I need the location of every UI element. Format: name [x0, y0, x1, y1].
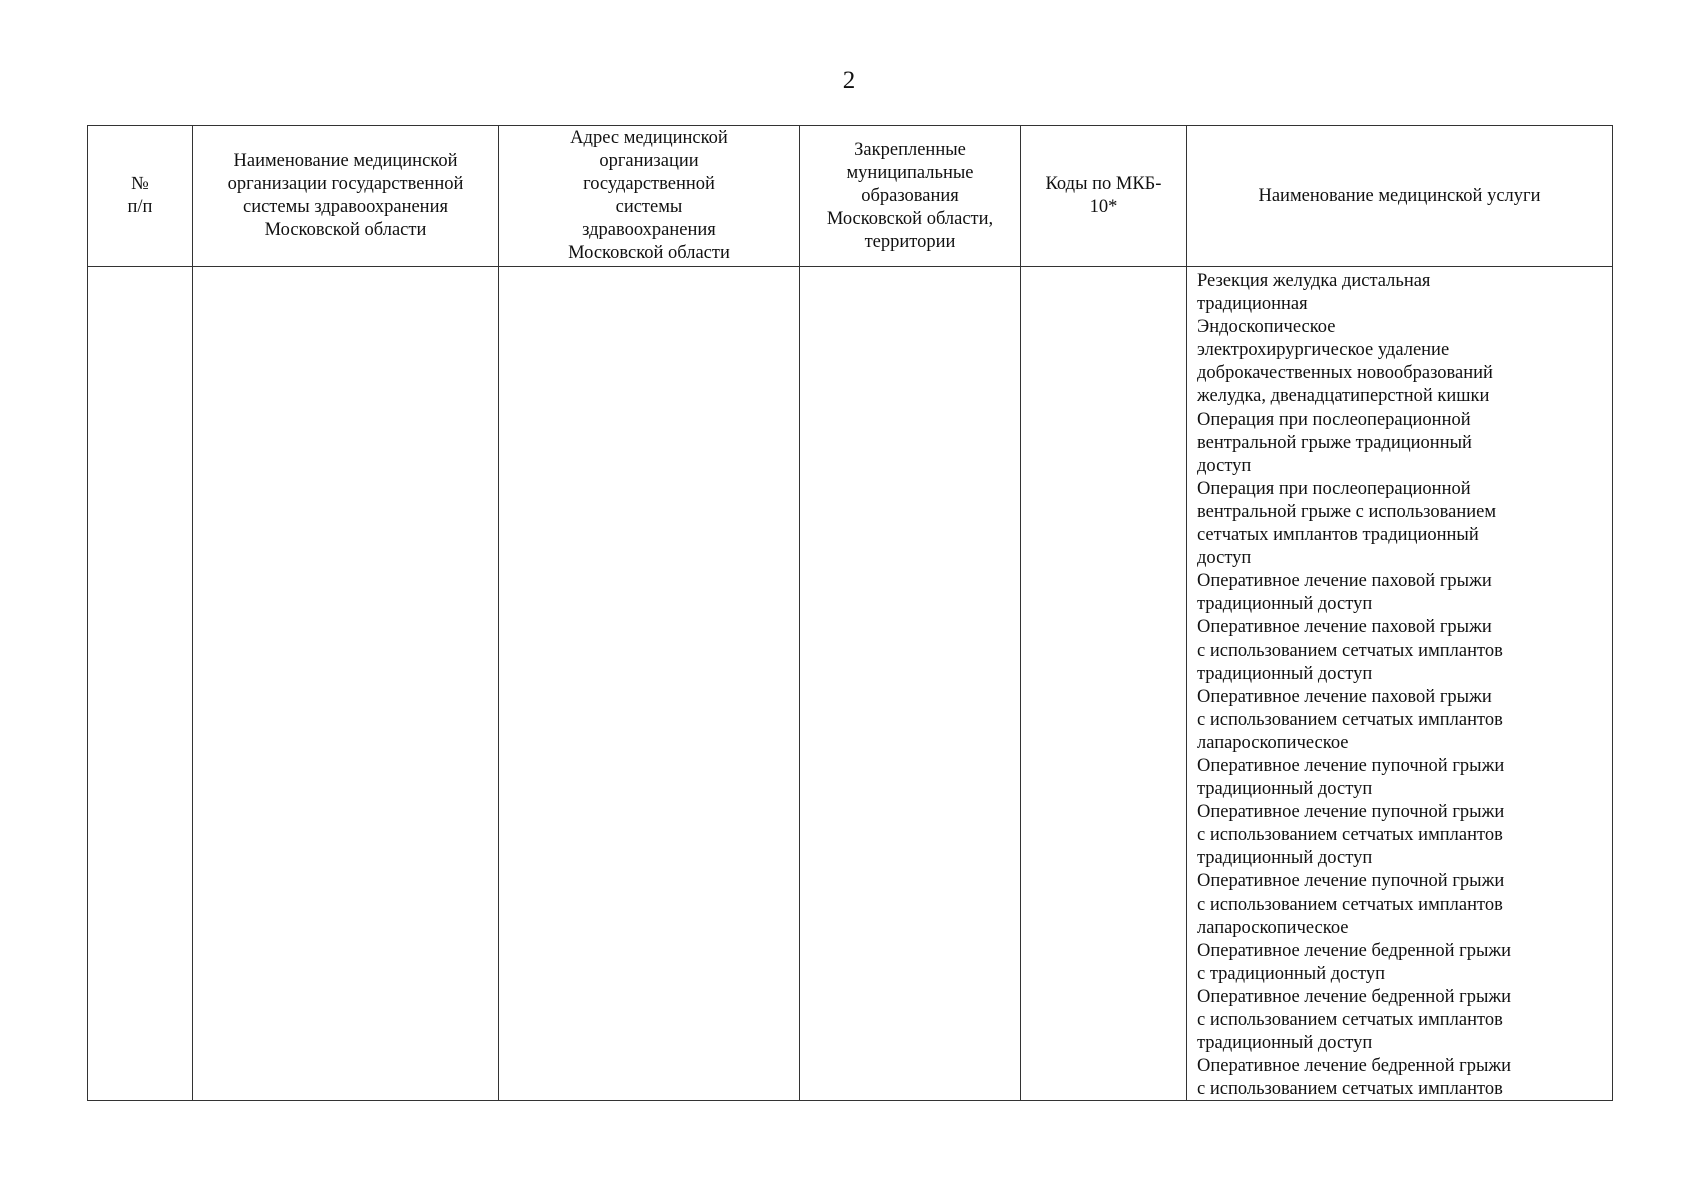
service-line: Оперативное лечение паховой грыжи — [1197, 571, 1492, 592]
service-line: традиционный доступ — [1197, 1033, 1373, 1054]
service-line: Оперативное лечение бедренной грыжи — [1197, 986, 1512, 1007]
service-line: с использованием сетчатых имплантов — [1197, 640, 1503, 661]
service-line: с использованием сетчатых имплантов — [1197, 1079, 1503, 1100]
cell-icd-codes-text — [1021, 267, 1186, 1097]
service-line: с использованием сетчатых имплантов — [1197, 709, 1503, 730]
service-line: Резекция желудка дистальная — [1197, 271, 1431, 291]
service-line: лапароскопическое — [1197, 732, 1349, 753]
service-line: Операция при послеоперационной — [1197, 478, 1471, 499]
header-service — [1187, 126, 1613, 267]
service-line: электрохирургическое удаление — [1197, 340, 1450, 361]
cell-territories — [800, 267, 1021, 1101]
service-line: доступ — [1197, 548, 1252, 569]
header-territories-text: Закрепленные муниципальные образования Московской области, территории — [826, 139, 994, 252]
header-icd-codes — [1021, 126, 1187, 267]
cell-organization-text — [193, 267, 498, 1097]
service-list — [1187, 267, 1612, 1100]
cell-address — [499, 267, 800, 1101]
service-line: Оперативное лечение бедренной грыжи — [1197, 1056, 1512, 1077]
service-line: Оперативное лечение пупочной грыжи — [1197, 755, 1505, 776]
service-line: Оперативное лечение пупочной грыжи — [1197, 802, 1505, 823]
table-row — [88, 267, 1613, 1101]
service-line: с традиционный доступ — [1197, 963, 1386, 984]
service-line: Оперативное лечение паховой грыжи — [1197, 617, 1492, 638]
service-line: Оперативное лечение пупочной грыжи — [1197, 871, 1505, 892]
header-number — [88, 126, 193, 267]
service-line: традиционная — [1197, 294, 1308, 315]
header-organization — [193, 126, 499, 267]
services-table — [87, 125, 1613, 1101]
service-line: сетчатых имплантов традиционный — [1197, 525, 1479, 546]
cell-address-text — [499, 267, 799, 1097]
header-address — [499, 126, 800, 267]
service-line: с использованием сетчатых имплантов — [1197, 1010, 1503, 1030]
cell-number — [88, 267, 193, 1101]
header-number-text: № п/п — [127, 174, 153, 217]
service-line: лапароскопическое — [1197, 917, 1349, 938]
service-line: Эндоскопическое — [1197, 317, 1336, 338]
service-line: Операция при послеоперационной — [1197, 409, 1471, 430]
cell-organization — [193, 267, 499, 1101]
service-line: с использованием сетчатых имплантов — [1197, 894, 1503, 915]
page-number: 2 — [842, 67, 856, 94]
service-line: традиционный доступ — [1197, 663, 1373, 684]
service-line: традиционный доступ — [1197, 779, 1373, 800]
cell-services — [1187, 267, 1613, 1101]
header-address-text: Адрес медицинской организации государственной системы здравоохранения Московской области — [568, 128, 730, 263]
service-line: традиционный доступ — [1197, 848, 1373, 869]
service-line: Оперативное лечение паховой грыжи — [1197, 686, 1492, 707]
service-line: вентральной грыже традиционный — [1197, 432, 1472, 453]
service-line: Оперативное лечение бедренной грыжи — [1197, 940, 1512, 961]
cell-icd-codes — [1021, 267, 1187, 1101]
cell-territories-text — [800, 267, 1020, 1097]
service-line: с использованием сетчатых имплантов — [1197, 825, 1503, 846]
service-line: вентральной грыже с использованием — [1197, 501, 1497, 522]
service-line: доброкачественных новообразований — [1197, 363, 1493, 384]
service-line: доступ — [1197, 455, 1252, 476]
service-line: традиционный доступ — [1197, 594, 1373, 615]
header-organization-text: Наименование медицинской организации государственной системы здравоохранения Московской области — [227, 151, 464, 240]
header-service-text: Наименование медицинской услуги — [1258, 185, 1541, 206]
cell-number-text — [88, 267, 192, 1097]
table-header-row — [88, 126, 1613, 267]
header-territories — [800, 126, 1021, 267]
header-icd-codes-text: Коды по МКБ- 10* — [1045, 174, 1162, 217]
service-line: желудка, двенадцатиперстной кишки — [1197, 386, 1490, 407]
